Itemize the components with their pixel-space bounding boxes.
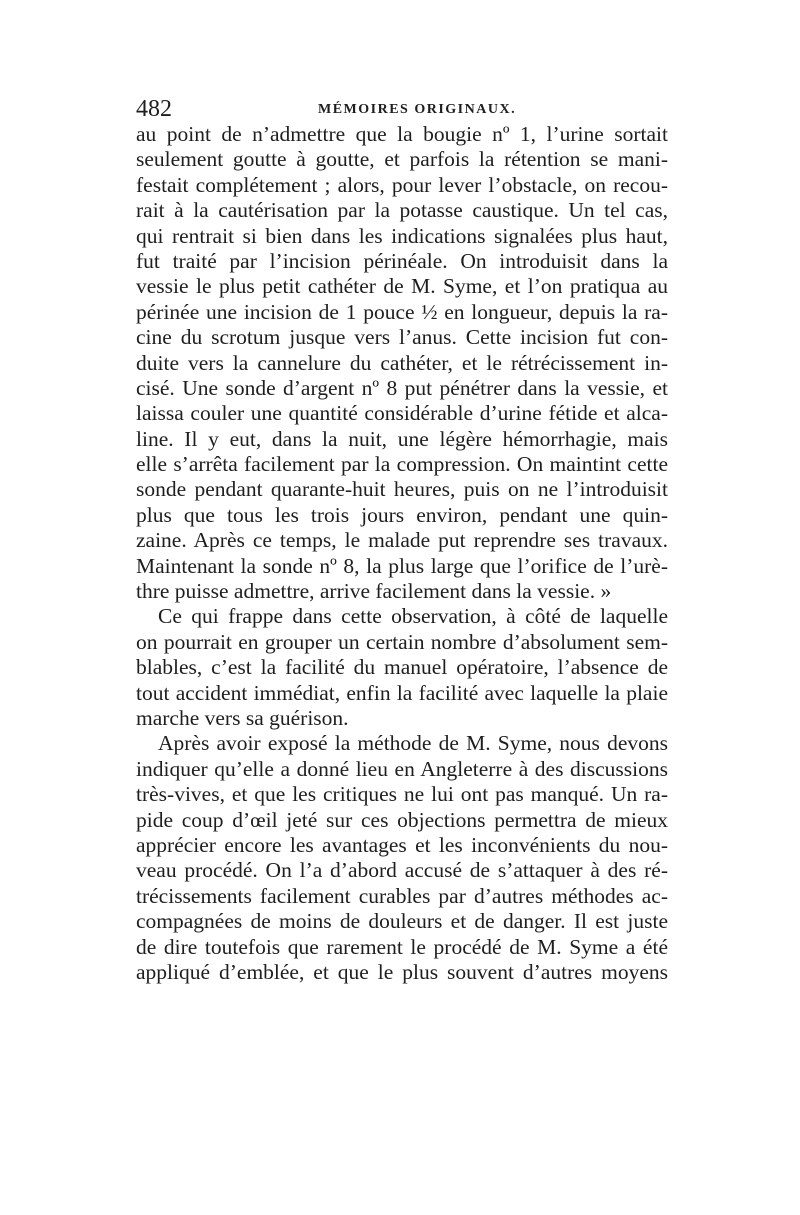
text-line: périnée une incision de 1 pouce ½ en longueur, depuis la ra- bbox=[136, 299, 668, 324]
text-line: laissa couler une quantité considérable d’urine fétide et alca- bbox=[136, 401, 668, 426]
text-line: indiquer qu’elle a donné lieu en Angleterre à des discussions bbox=[136, 756, 668, 781]
text-line: line. Il y eut, dans la nuit, une légère hémorrhagie, mais bbox=[136, 426, 668, 451]
body-text bbox=[136, 122, 668, 985]
text-line: veau procédé. On l’a d’abord accusé de s’attaquer à des ré- bbox=[136, 858, 668, 883]
paragraph-start-line: Ce qui frappe dans cette observation, à côté de laquelle bbox=[158, 604, 668, 629]
text-line: zaine. Après ce temps, le malade put reprendre ses travaux. bbox=[136, 528, 668, 553]
paragraph-start-line: Après avoir exposé la méthode de M. Syme, nous devons bbox=[158, 731, 668, 756]
paragraph-end-line: marche vers sa guérison. bbox=[136, 705, 349, 730]
text-line: fut traité par l’incision périnéale. On introduisit dans la bbox=[136, 248, 668, 273]
text-line: très-vives, et que les critiques ne lui ont pas manqué. Un ra- bbox=[136, 782, 668, 807]
running-head-title: MÉMOIRES ORIGINAUX. bbox=[318, 102, 517, 117]
text-line: vessie le plus petit cathéter de M. Syme, et l’on pratiqua au bbox=[136, 274, 668, 299]
text-line: tout accident immédiat, enfin la facilité avec laquelle la plaie bbox=[136, 680, 668, 705]
text-line: duite vers la cannelure du cathéter, et le rétrécissement in- bbox=[136, 350, 668, 375]
text-line: Maintenant la sonde nº 8, la plus large que l’orifice de l’urè- bbox=[136, 553, 668, 578]
text-line: sonde pendant quarante-huit heures, puis on ne l’introduisit bbox=[136, 477, 668, 502]
text-line: pide coup d’œil jeté sur ces objections permettra de mieux bbox=[136, 807, 668, 832]
text-line: trécissements facilement curables par d’autres méthodes ac- bbox=[136, 883, 668, 908]
running-head bbox=[136, 94, 668, 124]
text-line: elle s’arrêta facilement par la compression. On maintint cette bbox=[136, 452, 668, 477]
text-line: apprécier encore les avantages et les inconvénients du nou- bbox=[136, 832, 668, 857]
text-line: seulement goutte à goutte, et parfois la rétention se mani- bbox=[136, 147, 668, 172]
text-line: plus que tous les trois jours environ, pendant une quin- bbox=[136, 502, 668, 527]
text-line: au point de n’admettre que la bougie nº 1, l’urine sortait bbox=[136, 122, 668, 146]
text-line: qui rentrait si bien dans les indications signalées plus haut, bbox=[136, 223, 668, 248]
text-line: festait complétement ; alors, pour lever l’obstacle, on recou- bbox=[136, 172, 668, 197]
text-line: cisé. Une sonde d’argent nº 8 put pénétrer dans la vessie, et bbox=[136, 375, 668, 400]
text-line: compagnées de moins de douleurs et de danger. Il est juste bbox=[136, 909, 668, 934]
text-line: cine du scrotum jusque vers l’anus. Cette incision fut con- bbox=[136, 325, 668, 350]
text-line: appliqué d’emblée, et que le plus souvent d’autres moyens bbox=[136, 959, 668, 984]
text-line: de dire toutefois que rarement le procédé de M. Syme a été bbox=[136, 934, 668, 959]
text-line: blables, c’est la facilité du manuel opératoire, l’absence de bbox=[136, 655, 668, 680]
paragraph-end-line: thre puisse admettre, arrive facilement dans la vessie. » bbox=[136, 579, 612, 604]
text-line: rait à la cautérisation par la potasse caustique. Un tel cas, bbox=[136, 198, 668, 223]
page-number: 482 bbox=[136, 96, 172, 122]
text-line: on pourrait en grouper un certain nombre d’absolument sem- bbox=[136, 629, 668, 654]
